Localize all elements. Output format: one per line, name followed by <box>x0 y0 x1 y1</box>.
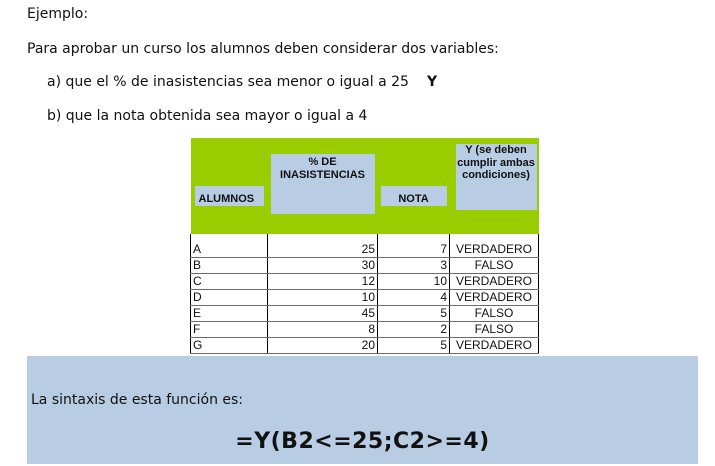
table-row <box>191 242 539 258</box>
header-alumnos: ALUMNOS <box>191 138 268 234</box>
cell-nota: 3 <box>378 258 450 274</box>
cell-pct: 8 <box>268 322 378 338</box>
table-row <box>191 258 539 274</box>
cell-alumno: C <box>191 274 268 290</box>
cell-nota: 5 <box>378 306 450 322</box>
cell-nota: 10 <box>378 274 450 290</box>
cell-pct: 25 <box>268 242 378 258</box>
example-table <box>190 138 538 354</box>
table-row <box>191 290 539 306</box>
cell-alumno: G <box>191 338 268 354</box>
heading-ejemplo: Ejemplo: <box>27 6 89 22</box>
cell-alumno: B <box>191 258 268 274</box>
cell-pct: 10 <box>268 290 378 306</box>
cell-alumno: A <box>191 242 268 258</box>
cell-alumno: F <box>191 322 268 338</box>
intro-text: Para aprobar un curso los alumnos deben considerar dos variables: <box>27 41 499 57</box>
table-row <box>191 274 539 290</box>
table-row <box>191 306 539 322</box>
condition-b: b) que la nota obtenida sea mayor o igual a 4 <box>47 108 368 124</box>
condition-a-text: a) que el % de inasistencias sea menor o igual a 25 <box>47 74 409 90</box>
formula-text: =Y(B2<=25;C2>=4) <box>235 429 490 454</box>
cell-pct: 12 <box>268 274 378 290</box>
cell-result: VERDADERO <box>450 338 539 354</box>
table-row <box>191 322 539 338</box>
syntax-panel <box>27 356 698 464</box>
cell-nota: 2 <box>378 322 450 338</box>
cell-result: FALSO <box>450 258 539 274</box>
cell-nota: 4 <box>378 290 450 306</box>
cell-result: VERDADERO <box>450 242 539 258</box>
cell-pct: 20 <box>268 338 378 354</box>
table-row <box>191 338 539 354</box>
cell-nota: 7 <box>378 242 450 258</box>
header-pct-inasistencias: % DE INASISTENCIAS <box>268 138 378 234</box>
cell-pct: 45 <box>268 306 378 322</box>
header-nota: NOTA <box>378 138 450 234</box>
cell-result: FALSO <box>450 322 539 338</box>
cell-result: FALSO <box>450 306 539 322</box>
header-y: Y (se deben cumplir ambas condiciones) <box>450 138 539 234</box>
syntax-label: La sintaxis de esta función es: <box>31 392 244 408</box>
cell-nota: 5 <box>378 338 450 354</box>
cell-alumno: D <box>191 290 268 306</box>
condition-a-connector: Y <box>426 74 438 90</box>
cell-pct: 30 <box>268 258 378 274</box>
cell-result: VERDADERO <box>450 274 539 290</box>
cell-alumno: E <box>191 306 268 322</box>
cell-result: VERDADERO <box>450 290 539 306</box>
condition-a <box>47 74 437 90</box>
